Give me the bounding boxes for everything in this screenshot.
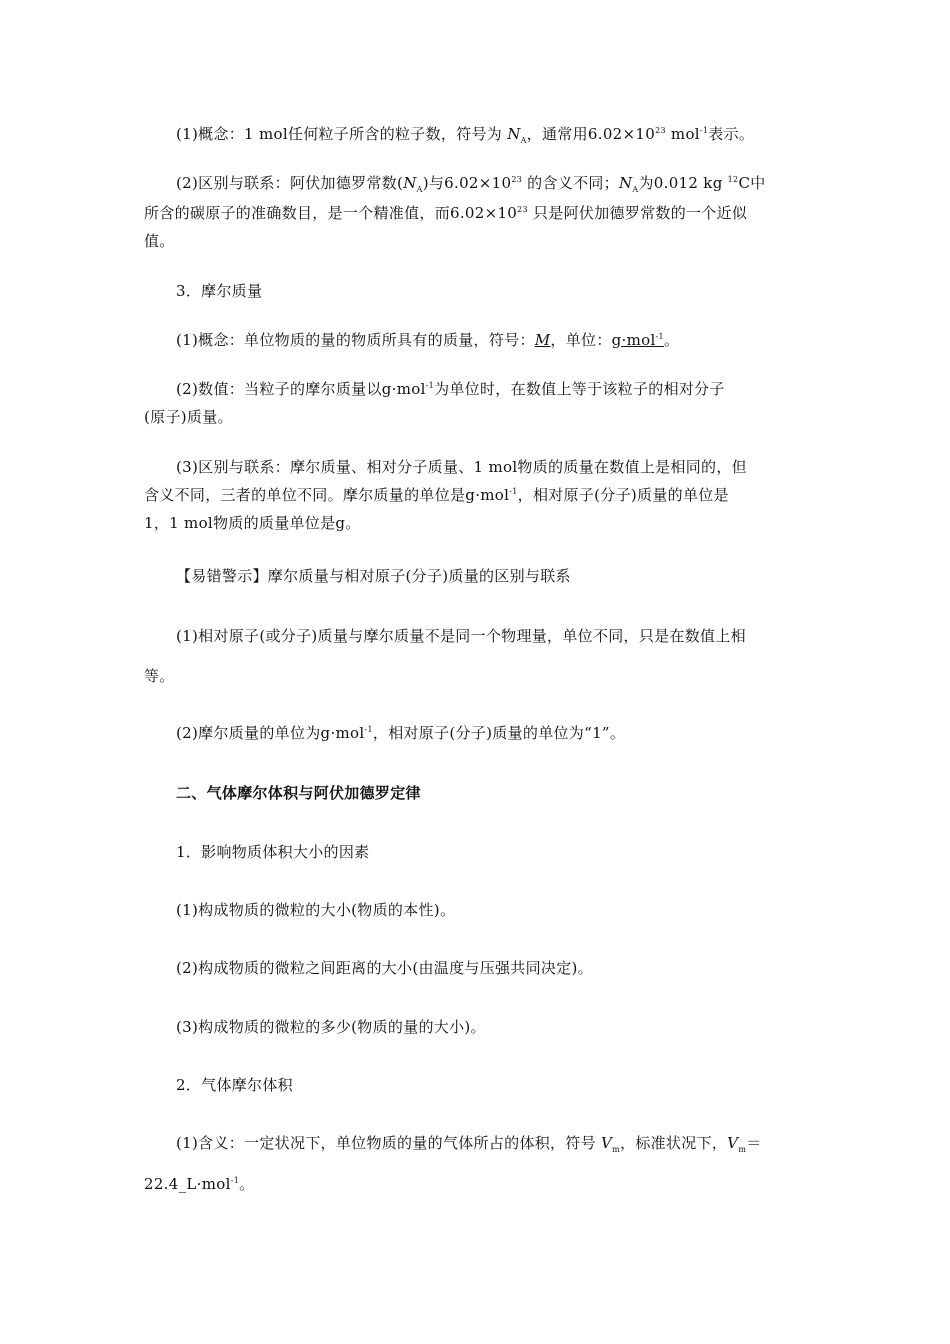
molar-mass-concept: (1)概念：单位物质的量的物质所具有的质量，符号：M，单位：g·mol$^{-1}$。 <box>176 331 680 349</box>
heading-gas-molar-volume: 2．气体摩尔体积 <box>176 1076 293 1094</box>
avogadro-distinction-line2: 所含的碳原子的准确数目，是一个精准值，而$6.02\times 10^{23}$ 只是阿伏加德罗常数的一个近似 <box>144 204 748 222</box>
error-warning-title: 【易错警示】摩尔质量与相对原子(分子)质量的区别与联系 <box>176 567 571 585</box>
molar-mass-distinction-line3: 1，1 mol物质的质量单位是g。 <box>144 514 361 532</box>
factor-1: (1)构成物质的微粒的大小(物质的本性)。 <box>176 901 456 919</box>
avogadro-concept: (1)概念：1 mol任何粒子所含的粒子数，符号为 $N_A$，通常用$6.02\times 10^{23}$ mol$^{-1}$表示。 <box>176 125 755 145</box>
warning-point1-line2: 等。 <box>144 667 175 685</box>
gas-molar-volume-meaning-line2: 22.4_L·mol$^{-1}$。 <box>144 1175 255 1193</box>
warning-point1-line1: (1)相对原子(或分子)质量与摩尔质量不是同一个物理量，单位不同，只是在数值上相 <box>176 627 746 645</box>
section-heading-gas-molar-volume: 二、气体摩尔体积与阿伏加德罗定律 <box>176 784 421 802</box>
factor-2: (2)构成物质的微粒之间距离的大小(由温度与压强共同决定)。 <box>176 959 593 977</box>
molar-mass-value-line2: (原子)质量。 <box>144 408 233 426</box>
heading-molar-mass: 3．摩尔质量 <box>176 282 263 300</box>
molar-mass-value-line1: (2)数值：当粒子的摩尔质量以g·mol$^{-1}$为单位时，在数值上等于该粒子的相对分子 <box>176 380 725 398</box>
warning-point2: (2)摩尔质量的单位为g·mol$^{-1}$，相对原子(分子)质量的单位为“1”。 <box>176 724 626 742</box>
gas-molar-volume-meaning-line1: (1)含义：一定状况下，单位物质的量的气体所占的体积，符号 $V_m$，标准状况下，$V_m=$ <box>176 1134 762 1154</box>
avogadro-distinction-line1: (2)区别与联系：阿伏加德罗常数$(N_A)$与$6.02\times 10^{23}$ 的含义不同；$N_A$为0.012 kg $^{12}$C中 <box>176 174 766 194</box>
factor-3: (3)构成物质的微粒的多少(物质的量的大小)。 <box>176 1018 486 1036</box>
molar-mass-distinction-line1: (3)区别与联系：摩尔质量、相对分子质量、1 mol物质的质量在数值上是相同的，但 <box>176 458 747 476</box>
molar-mass-distinction-line2: 含义不同，三者的单位不同。摩尔质量的单位是g·mol$^{-1}$，相对原子(分子)质量的单位是 <box>144 486 729 504</box>
heading-volume-factors: 1．影响物质体积大小的因素 <box>176 843 370 861</box>
avogadro-distinction-line3: 值。 <box>144 232 175 250</box>
